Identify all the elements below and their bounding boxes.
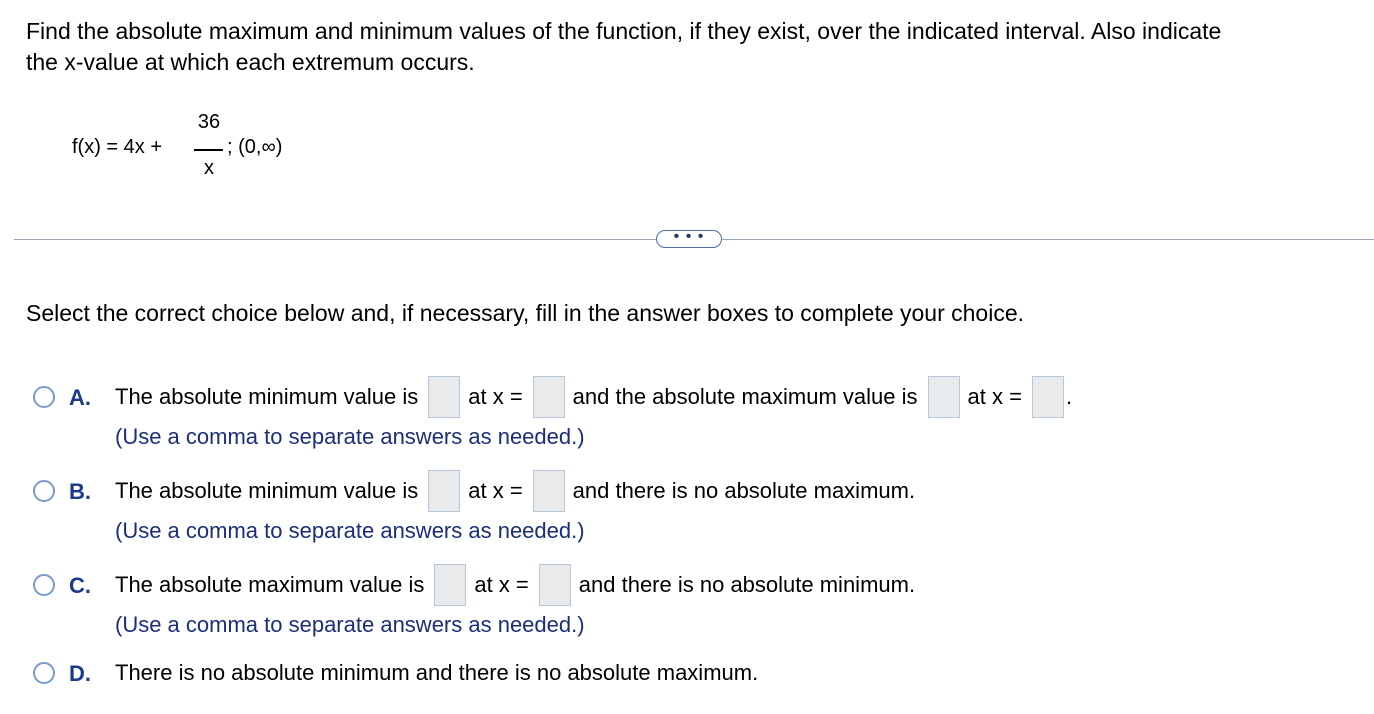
question-line-1: Find the absolute maximum and minimum values of the function, if they exist, over the indicated interval. Also indicate: [26, 18, 1222, 44]
fraction-numerator: 36: [197, 111, 221, 133]
radio-b[interactable]: [33, 480, 55, 502]
choice-text: There is no absolute minimum and there is no absolute maximum.: [115, 660, 759, 685]
choice-period: .: [1065, 384, 1073, 409]
choice-text: and the absolute maximum value is: [572, 384, 918, 409]
answer-box-max-value[interactable]: [434, 564, 466, 606]
choice-letter: A.: [69, 385, 91, 410]
choice-text: and there is no absolute minimum.: [578, 572, 916, 597]
question-line-2: the x-value at which each extremum occurs.: [26, 49, 475, 75]
answer-box-min-value[interactable]: [428, 470, 460, 512]
choice-text: at x =: [474, 572, 529, 597]
choice-text: The absolute minimum value is: [115, 478, 419, 503]
answer-box-min-x[interactable]: [533, 376, 565, 418]
more-button[interactable]: • • •: [656, 230, 722, 248]
answer-box-max-x[interactable]: [539, 564, 571, 606]
answer-box-max-x[interactable]: [1032, 376, 1064, 418]
choice-letter: B.: [69, 479, 91, 504]
choice-hint: (Use a comma to separate answers as needed.): [115, 424, 585, 449]
radio-c[interactable]: [33, 574, 55, 596]
function-interval: ; (0,∞): [227, 136, 283, 158]
fraction-bar: [194, 149, 223, 151]
radio-a[interactable]: [33, 386, 55, 408]
choice-text: at x =: [967, 384, 1022, 409]
choice-text: The absolute maximum value is: [115, 572, 425, 597]
choice-letter: C.: [69, 573, 91, 598]
fraction-denominator: x: [204, 157, 214, 179]
radio-d[interactable]: [33, 662, 55, 684]
choice-text: and there is no absolute maximum.: [572, 478, 916, 503]
function-lhs: f(x) = 4x +: [72, 136, 163, 158]
choice-letter: D.: [69, 661, 91, 686]
answer-box-min-x[interactable]: [533, 470, 565, 512]
instruction-text: Select the correct choice below and, if necessary, fill in the answer boxes to complete your choice.: [26, 300, 1025, 326]
answer-box-min-value[interactable]: [428, 376, 460, 418]
question-text: [26, 16, 1374, 78]
choice-text: at x =: [468, 384, 523, 409]
choice-text: at x =: [468, 478, 523, 503]
answer-box-max-value[interactable]: [928, 376, 960, 418]
choice-hint: (Use a comma to separate answers as needed.): [115, 612, 585, 637]
choice-text: The absolute minimum value is: [115, 384, 419, 409]
choice-hint: (Use a comma to separate answers as needed.): [115, 518, 585, 543]
